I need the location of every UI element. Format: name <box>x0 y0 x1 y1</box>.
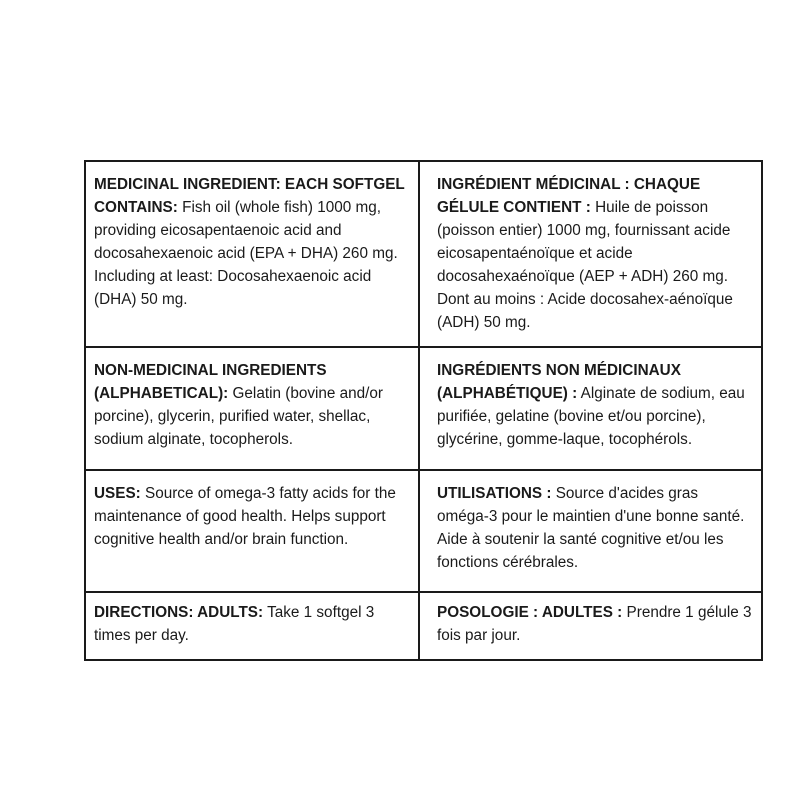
table-row-directions <box>85 592 762 660</box>
uses-fr-cell <box>419 470 762 592</box>
medicinal-ingredient-fr-label: INGRÉDIENT MÉDICINAL : CHAQUE GÉLULE CONTIENT : <box>437 176 701 216</box>
non-medicinal-ingredients-fr-text: Alginate de sodium, eau purifiée, gelatine (bovine et/ou porcine), glycérine, gomme-laque, tocophérols. <box>437 385 745 448</box>
directions-fr-label: POSOLOGIE : ADULTES : <box>437 604 623 621</box>
directions-fr-text: Prendre 1 gélule 3 fois par jour. <box>437 604 752 644</box>
uses-en-text: Source of omega-3 fatty acids for the maintenance of good health. Helps support cognitive health and/or brain function. <box>94 485 396 548</box>
medicinal-ingredient-en-cell <box>85 161 419 347</box>
uses-en-cell <box>85 470 419 592</box>
directions-en-label: DIRECTIONS: ADULTS: <box>94 604 264 621</box>
uses-fr-text: Source d'acides gras oméga-3 pour le maintien d'une bonne santé. Aide à soutenir la santé cognitive et/ou les fonctions cérébrales. <box>437 485 745 571</box>
uses-fr-label: UTILISATIONS : <box>437 485 552 502</box>
directions-en-text: Take 1 softgel 3 times per day. <box>94 604 375 644</box>
directions-en-cell <box>85 592 419 660</box>
non-medicinal-ingredients-fr-cell <box>419 347 762 470</box>
medicinal-ingredient-fr-text: Huile de poisson (poisson entier) 1000 mg, fournissant acide eicosapentaénoïque et acide docosahexaénoïque (AEP + ADH) 260 mg. Dont au moins : Acide docosahex-aénoïque (ADH) 50 mg. <box>437 199 733 331</box>
medicinal-ingredient-en-text: Fish oil (whole fish) 1000 mg, providing eicosapentaenoic acid and docosahexaenoic acid (EPA + DHA) 260 mg. Including at least: Docosahexaenoic acid (DHA) 50 mg. <box>94 199 398 308</box>
non-medicinal-ingredients-en-text: Gelatin (bovine and/or porcine), glycerin, purified water, shellac, sodium alginate, tocopherols. <box>94 385 384 448</box>
non-medicinal-ingredients-en-label: NON-MEDICINAL INGREDIENTS (ALPHABETICAL): <box>94 362 327 402</box>
table-row-medicinal-ingredient <box>85 161 762 347</box>
table-row-non-medicinal-ingredients <box>85 347 762 470</box>
table-row-uses <box>85 470 762 592</box>
medicinal-ingredient-en-label: MEDICINAL INGREDIENT: EACH SOFTGEL CONTAINS: <box>94 176 405 216</box>
medicinal-ingredient-fr-cell <box>419 161 762 347</box>
directions-fr-cell <box>419 592 762 660</box>
supplement-facts-table <box>84 160 763 661</box>
non-medicinal-ingredients-en-cell <box>85 347 419 470</box>
uses-en-label: USES: <box>94 485 141 502</box>
non-medicinal-ingredients-fr-label: INGRÉDIENTS NON MÉDICINAUX (ALPHABÉTIQUE) : <box>437 362 681 402</box>
